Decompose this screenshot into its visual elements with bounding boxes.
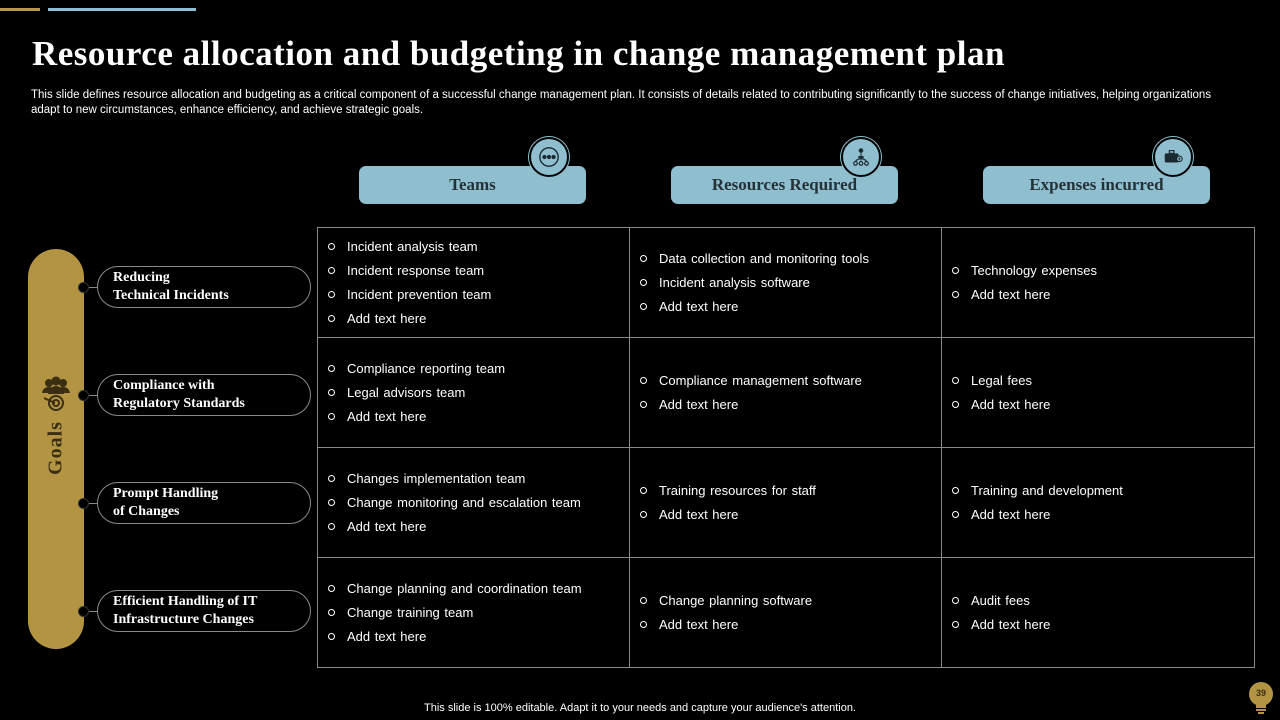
- bullet-icon: [328, 413, 335, 420]
- list-item: Change planning software: [640, 589, 941, 613]
- bullet-icon: [952, 401, 959, 408]
- list-item: Compliance reporting team: [328, 357, 629, 381]
- allocation-table: [317, 227, 1255, 668]
- goal-dot: [78, 606, 89, 617]
- column-header-resources: Resources Required: [671, 166, 898, 204]
- list-item: Compliance management software: [640, 369, 941, 393]
- bullet-icon: [328, 499, 335, 506]
- table-cell-resources: [630, 228, 942, 338]
- goal-dot: [78, 498, 89, 509]
- list-item: Incident response team: [328, 259, 629, 283]
- accent-line-gold: [0, 8, 40, 11]
- list-item: Change monitoring and escalation team: [328, 491, 629, 515]
- list-item: Legal advisors team: [328, 381, 629, 405]
- lightbulb-icon: [1248, 680, 1274, 720]
- bullet-icon: [952, 291, 959, 298]
- bullet-icon: [640, 303, 647, 310]
- list-item: Training and development: [952, 479, 1254, 503]
- bullet-icon: [328, 291, 335, 298]
- table-cell-expenses: [942, 228, 1254, 338]
- bullet-icon: [640, 487, 647, 494]
- bullet-icon: [328, 609, 335, 616]
- list-item: Add text here: [328, 625, 629, 649]
- column-header-teams: Teams: [359, 166, 586, 204]
- bullet-icon: [952, 597, 959, 604]
- slide-subtitle: This slide defines resource allocation and budgeting as a critical component of a successful change management plan. It consists of details related to contributing significantly to the success of change initiatives, helping organizations adapt to new circumstances, enhance efficiency, and achieve strategic goals.: [31, 89, 1212, 116]
- bullet-icon: [640, 621, 647, 628]
- bullet-icon: [328, 633, 335, 640]
- bullet-icon: [640, 279, 647, 286]
- table-cell-resources: [630, 448, 942, 558]
- table-cell-resources: [630, 338, 942, 448]
- bullet-icon: [328, 585, 335, 592]
- table-cell-expenses: [942, 338, 1254, 448]
- goal-pill-it-infrastructure: Efficient Handling of IT Infrastructure Changes: [97, 590, 311, 632]
- bullet-icon: [952, 621, 959, 628]
- list-item: Add text here: [952, 503, 1254, 527]
- list-item: Add text here: [640, 613, 941, 637]
- page-number: 39: [1255, 688, 1266, 698]
- bullet-icon: [328, 523, 335, 530]
- goal-pill-reducing-incidents: Reducing Technical Incidents: [97, 266, 311, 308]
- goal-pill-prompt-handling: Prompt Handling of Changes: [97, 482, 311, 524]
- list-item: Legal fees: [952, 369, 1254, 393]
- bullet-icon: [328, 315, 335, 322]
- bullet-icon: [640, 401, 647, 408]
- list-item: Audit fees: [952, 589, 1254, 613]
- table-cell-teams: [318, 338, 630, 448]
- column-header-expenses: Expenses incurred: [983, 166, 1210, 204]
- bullet-icon: [328, 267, 335, 274]
- table-cell-expenses: [942, 558, 1254, 667]
- list-item: Changes implementation team: [328, 467, 629, 491]
- list-item: Incident analysis team: [328, 235, 629, 259]
- goal-dot: [78, 282, 89, 293]
- list-item: Change training team: [328, 601, 629, 625]
- resources-icon: [841, 137, 881, 177]
- table-cell-teams: [318, 448, 630, 558]
- table-cell-expenses: [942, 448, 1254, 558]
- table-cell-teams: [318, 228, 630, 338]
- list-item: Add text here: [328, 515, 629, 539]
- bullet-icon: [328, 365, 335, 372]
- list-item: Add text here: [328, 405, 629, 429]
- bullet-icon: [328, 243, 335, 250]
- briefcase-icon: [1153, 137, 1193, 177]
- goal-pill-compliance: Compliance with Regulatory Standards: [97, 374, 311, 416]
- list-item: Add text here: [640, 503, 941, 527]
- slide-footer: This slide is 100% editable. Adapt it to your needs and capture your audience's attention.: [424, 702, 856, 714]
- list-item: Add text here: [328, 307, 629, 331]
- bullet-icon: [328, 475, 335, 482]
- bullet-icon: [640, 511, 647, 518]
- list-item: Add text here: [952, 613, 1254, 637]
- bullet-icon: [952, 267, 959, 274]
- list-item: Data collection and monitoring tools: [640, 247, 941, 271]
- bullet-icon: [952, 377, 959, 384]
- list-item: Add text here: [952, 393, 1254, 417]
- bullet-icon: [952, 511, 959, 518]
- goal-dot: [78, 390, 89, 401]
- list-item: Change planning and coordination team: [328, 577, 629, 601]
- bullet-icon: [640, 255, 647, 262]
- slide-title: Resource allocation and budgeting in change management plan: [32, 34, 1005, 73]
- table-cell-resources: [630, 558, 942, 667]
- team-icon: [529, 137, 569, 177]
- goals-label: Goals: [44, 421, 67, 475]
- table-cell-teams: [318, 558, 630, 667]
- bullet-icon: [952, 487, 959, 494]
- bullet-icon: [640, 597, 647, 604]
- bullet-icon: [328, 389, 335, 396]
- list-item: Add text here: [952, 283, 1254, 307]
- list-item: Technology expenses: [952, 259, 1254, 283]
- list-item: Incident prevention team: [328, 283, 629, 307]
- list-item: Add text here: [640, 295, 941, 319]
- accent-line-blue: [48, 8, 196, 11]
- list-item: Incident analysis software: [640, 271, 941, 295]
- list-item: Add text here: [640, 393, 941, 417]
- list-item: Training resources for staff: [640, 479, 941, 503]
- goal-target-icon: [39, 376, 73, 412]
- bullet-icon: [640, 377, 647, 384]
